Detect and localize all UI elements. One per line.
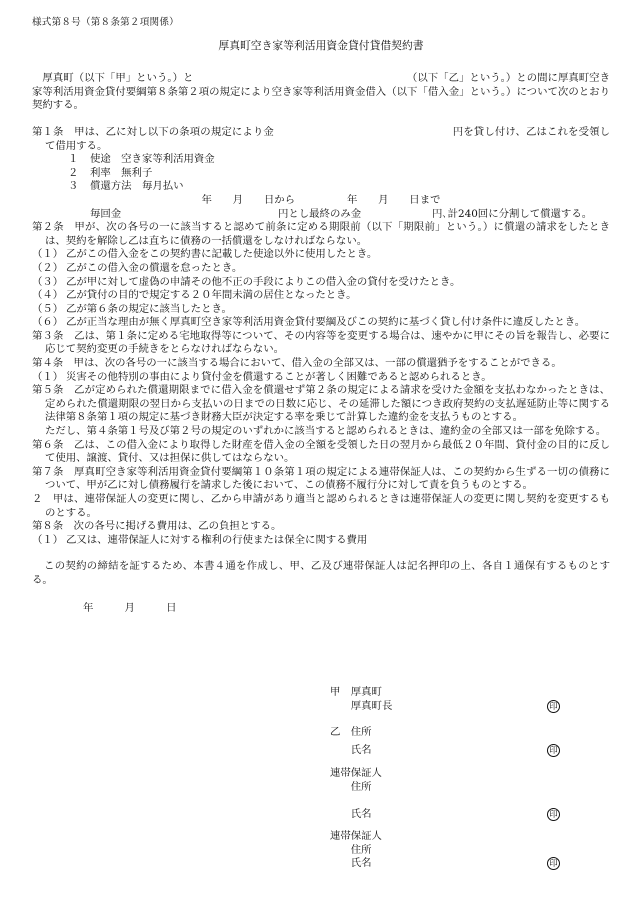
repayment-period: 年 月 日から 年 月 日まで [201,193,441,206]
item-text: 災害その他特別の事由により貸付金を償還することが著しく困難であると認められるとき。 [66,370,492,383]
item-text: 乙が第６条の規定に該当したとき。 [66,302,232,315]
item-number: （６） [32,316,64,329]
otsu-name-row [330,744,560,758]
article-1-item-2 [32,167,610,181]
item-text: 乙がこの借入金の償還を怠ったとき。 [66,261,243,274]
article-8-item-1 [32,534,610,548]
article-6: 第６条 乙は、この借入金により取得した財産を借入金の全額を受領した日の翌月から最低２０年間、貸付金の目的に反して使用、譲渡、貸付、又は担保に供してはならない。 [32,438,610,465]
article-4: 第４条 甲は、次の各号の一に該当する場合において、借入金の全部又は、一部の償還猶予をすることができる。 [32,357,562,370]
ko-town: 甲 厚真町 [330,686,382,698]
item-number: （１） [32,248,64,261]
final-payment-label: 円とし最終のみ金 [278,207,362,220]
item-text: 使途 空き家等利活用資金 [90,153,215,166]
article-1: 第１条 甲は、乙に対し以下の条項の規定により金 円を貸し付け、乙はこれを受領して借用する。 [32,125,610,152]
item-number: ３ [68,180,79,193]
item-number: （４） [32,289,64,302]
guarantor-1-name-row [330,808,560,822]
guarantor-2-label: 連帯保証人 [330,830,382,842]
signature-guarantor-1 [330,767,560,822]
guarantor-2-name: 氏名 [330,857,372,870]
article-7-paragraph-2: ２ 甲は、連帯保証人の変更に関し、乙から申請があり適当と認められるときは連帯保証人の変更に関し契約を変更するものとする。 [32,493,610,519]
article-1-item-3 [32,180,610,194]
article-1-item-1 [32,153,610,167]
otsu-name: 氏名 [330,743,372,756]
item-text: 乙が貸付の目的で規定する２０年間未満の居住となったとき。 [66,289,357,302]
article-7: 第７条 厚真町空き家等利活用資金貸付要綱第１０条第１項の規定による連帯保証人は、この契約から生ずる一切の債務について、甲が乙に対し債務履行を請求した後において、この債務不履行分に対して責を負うものとする。 [32,465,610,492]
guarantor-2-name-row [330,857,560,871]
article-2-item-4 [32,289,610,303]
seal-mark: 印 [547,808,560,821]
article-5-proviso: ただし、第４条第１号及び第２号の規定のいずれかに該当すると認められるときは、違約金の全部又は一部を免除する。 [45,425,607,438]
intro-paragraph: 厚真町（以下「甲」という。）と （以下「乙」という。）との間に厚真町空き家等利活用資金貸付要綱第８条第２項の規定により空き家等利活用資金借入（以下「借入金」という。）について次のとおり契約する。 [32,72,610,112]
signature-ko [330,686,560,713]
seal-mark: 印 [547,700,560,713]
article-2-item-1 [32,248,610,262]
repayment-amounts [32,208,610,222]
item-number: （１） [32,370,64,383]
article-2-item-2 [32,262,610,276]
seal-mark: 印 [547,857,560,870]
guarantor-1-label: 連帯保証人 [330,767,382,779]
article-4-item-1 [32,371,610,385]
item-number: （５） [32,302,64,315]
article-2-item-3 [32,276,610,290]
closing-paragraph: この契約の締結を証するため、本書４通を作成し、甲、乙及び連帯保証人は記名押印の上、各自１通保有するものとする。 [32,560,610,586]
item-text: 利率 無利子 [90,166,153,179]
item-text: 乙がこの借入金をこの契約書に記載した使途以外に使用したとき。 [66,248,378,261]
item-number: （２） [32,261,64,274]
item-text: 乙又は、連帯保証人に対する権利の行使または保全に関する費用 [66,533,368,546]
item-number: ２ [68,166,79,179]
signature-otsu [330,726,560,757]
otsu-address: 乙 住所 [330,726,372,738]
guarantor-2-address: 住所 [330,843,372,856]
signature-guarantor-2 [330,830,560,871]
item-number: （３） [32,275,64,288]
item-number: （１） [32,533,64,546]
item-text: 乙が甲に対して虚偽の申請その他不正の手段によりこの借入金の貸付を受けたとき。 [66,275,461,288]
article-2: 第２条 甲が、次の各号の一に該当すると認めて前条に定める期限前（以下「期限前」という。）に償還の請求をしたときは、契約を解除し乙は直ちに債務の一括償還をしなければならない。 [32,221,610,247]
ko-mayor-row [330,700,560,714]
installment-count: 円､計240回に分割して償還する。 [432,207,593,220]
article-8: 第８条 次の各号に掲げる費用は、乙の負担とする。 [32,520,282,533]
article-5: 第５条 乙が定められた償還期限までに借入金を償還せず第２条の規定による請求を受けた金額を支払わなかったときは、定められた償還期限の翌日から支払いの日までの日数に応じ、その延滞した額につき政府契約の支払遅延防止等に関する法律第８条第１項の規定に基づき財務大臣が決定する率を乗じて計算した違約金を支払うものとする。 [32,384,610,424]
per-payment-label: 毎回金 [90,207,122,220]
document-title: 厚真町空き家等利活用資金貸付貸借契約書 [218,38,424,52]
item-number: １ [68,153,79,166]
form-number: 様式第８号（第８条第２項関係） [32,17,179,28]
item-text: 償還方法 毎月払い [90,180,184,193]
seal-mark: 印 [547,744,560,757]
item-text: 乙が正当な理由が無く厚真町空き家等利活用資金貸付要綱及びこの契約に基づく貸し付け条件に違反したとき。 [66,316,586,329]
contract-date: 年 月 日 [83,601,177,614]
ko-mayor: 厚真町長 [330,699,393,712]
article-2-item-6 [32,316,610,330]
article-3: 第３条 乙は、第１条に定める宅地取得等について、その内容等を変更する場合は、速やかに甲にその旨を報告し、必要に応じて契約変更の手続きをとらなければならない。 [32,329,610,356]
article-2-item-5 [32,303,610,317]
guarantor-1-address: 住所 [330,780,372,793]
guarantor-1-name: 氏名 [330,808,372,821]
